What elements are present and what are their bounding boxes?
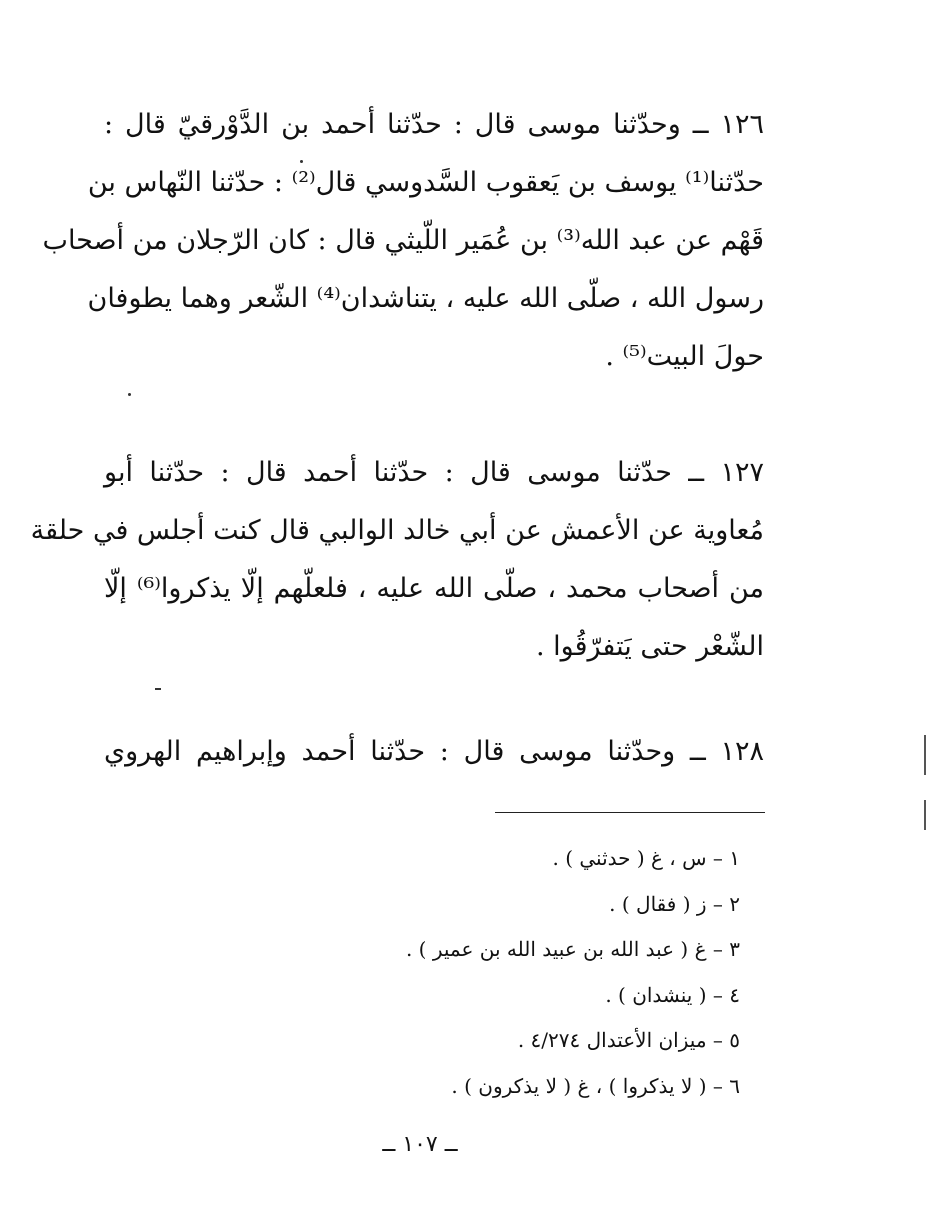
footnotes-list	[300, 836, 740, 1109]
footnote-item: ١ – س ، غ ( حدثني ) .	[552, 846, 740, 870]
paragraph-line: الشّعْر حتى يَتفرّقُوا .	[536, 631, 764, 662]
scan-speck	[128, 393, 131, 396]
scan-speck	[155, 688, 161, 690]
footnote-item: ٣ – غ ( عبد الله بن عبيد الله بن عمير ) .	[405, 937, 740, 961]
paragraph-line: حولَ البيت⁽⁵⁾ .	[605, 341, 764, 372]
paragraph-128	[104, 723, 764, 781]
paragraph-126	[42, 96, 764, 386]
scan-speck	[300, 160, 303, 163]
footnote-item: ٢ – ز ( فقال ) .	[609, 891, 740, 916]
footnote-item: ٤ – ( ينشدان ) .	[605, 982, 740, 1007]
paragraph-line: ١٢٨ ــ وحدّثنا موسى قال : حدّثنا أحمد وإبراهيم الهروي	[104, 736, 764, 767]
scan-edge-mark	[924, 800, 926, 830]
paragraph-line: قَهْم عن عبد الله⁽³⁾ بن عُمَير اللّيثي قال : كان الرّجلان من أصحاب	[42, 225, 764, 256]
page-number: ــ ١٠٧ ــ	[382, 1132, 458, 1157]
scan-edge-mark	[924, 735, 926, 775]
paragraph-line: ١٢٦ ــ وحدّثنا موسى قال : حدّثنا أحمد بن الدَّوْرقيّ قال :	[104, 109, 764, 140]
paragraph-line: حدّثنا⁽¹⁾ يوسف بن يَعقوب السَّدوسي قال⁽²⁾ : حدّثنا النّهاس بن	[87, 167, 764, 198]
footnote-item: ٦ – ( لا يذكروا ) ، غ ( لا يذكرون ) .	[451, 1073, 740, 1098]
paragraph-line: مُعاوية عن الأعمش عن أبي خالد الوالبي قال كنت أجلس في حلقة	[30, 515, 764, 546]
paragraph-line: رسول الله ، صلّى الله عليه ، يتناشدان⁽⁴⁾ الشّعر وهما يطوفان	[87, 283, 764, 314]
footnote-item: ٥ – ميزان الأعتدال ٤/٢٧٤ .	[517, 1028, 740, 1052]
paragraph-line: من أصحاب محمد ، صلّى الله عليه ، فلعلّهم إلّا يذكروا⁽⁶⁾ إلّا	[104, 573, 764, 604]
paragraph-127	[30, 444, 764, 676]
footnote-divider	[495, 812, 765, 813]
paragraph-line: ١٢٧ ــ حدّثنا موسى قال : حدّثنا أحمد قال : حدّثنا أبو	[104, 457, 764, 488]
